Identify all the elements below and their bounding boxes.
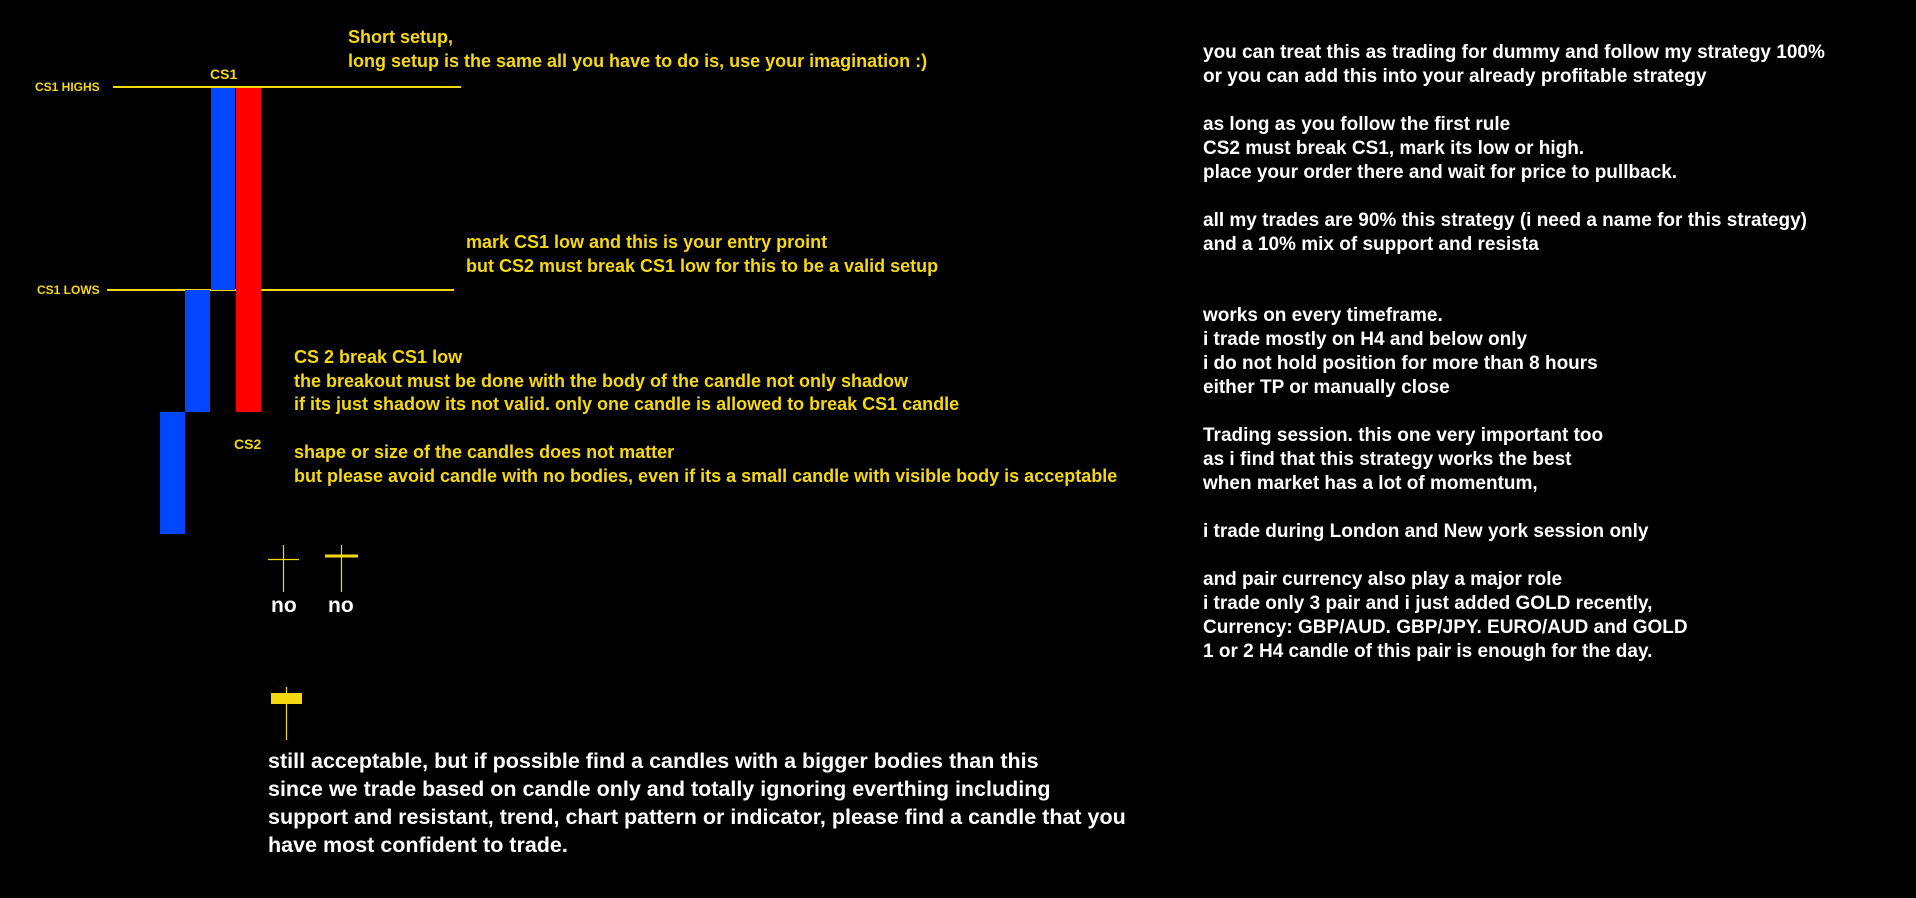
cs1-lows-label: CS1 LOWS <box>37 283 100 297</box>
small-body-candle-icon <box>268 686 304 742</box>
note-breakout: CS 2 break CS1 low the breakout must be done with the body of the candle not only shadow if its just shadow its not valid. only one candle is allowed to break CS1 candle <box>294 347 960 414</box>
prior-bull-candle <box>185 290 210 412</box>
cs1-highs-label: CS1 HIGHS <box>35 80 100 94</box>
no-label-2: no <box>328 594 354 617</box>
doji-tcross-icon <box>322 544 362 594</box>
no-label-1: no <box>271 594 297 617</box>
cs1-bull-candle <box>211 88 235 290</box>
note-short-setup: Short setup, long setup is the same all you have to do is, use your imagination :) <box>348 27 928 71</box>
strategy-text: you can treat this as trading for dummy and follow my strategy 100% or you can add this into your already profitable strategy as long as you follow the first rule CS2 must break CS1, mark its low or high. place your order there and wait for price to pullback. all my trades are 90% this strategy (i need a name for this strategy) and a 10% mix of support and resista works on every timeframe. i trade mostly on H4 and below only i do not hold position for more than 8 hours either TP or manually close Trading session. this one very important too as i find that this strategy works the best when market has a lot of momentum, i trade during London and New york session only and pair currency also play a major role i trade only 3 pair and i just added GOLD recently, Currency: GBP/AUD. GBP/JPY. EURO/AUD and GOLD 1 or 2 H4 candle of this pair is enough for the day. <box>1203 42 1825 662</box>
earlier-bull-candle <box>160 412 185 534</box>
note-entry: mark CS1 low and this is your entry proint but CS2 must break CS1 low for this to be a valid setup <box>466 232 939 276</box>
cs2-bear-candle <box>236 88 261 412</box>
cs1-lows-line <box>107 289 454 291</box>
cs2-label: CS2 <box>234 436 262 452</box>
note-shape: shape or size of the candles does not matter but please avoid candle with no bodies, even if its a small candle with visible body is acceptable <box>294 442 1118 486</box>
cs1-label: CS1 <box>210 66 238 82</box>
acceptable-note: still acceptable, but if possible find a candles with a bigger bodies than this since we trade based on candle only and totally ignoring everthing including support and resistant, trend, chart pattern or indicator, please find a candle that you have most confident to trade. <box>268 749 1126 857</box>
doji-cross-icon <box>264 544 304 594</box>
cs1-highs-line <box>113 86 461 88</box>
